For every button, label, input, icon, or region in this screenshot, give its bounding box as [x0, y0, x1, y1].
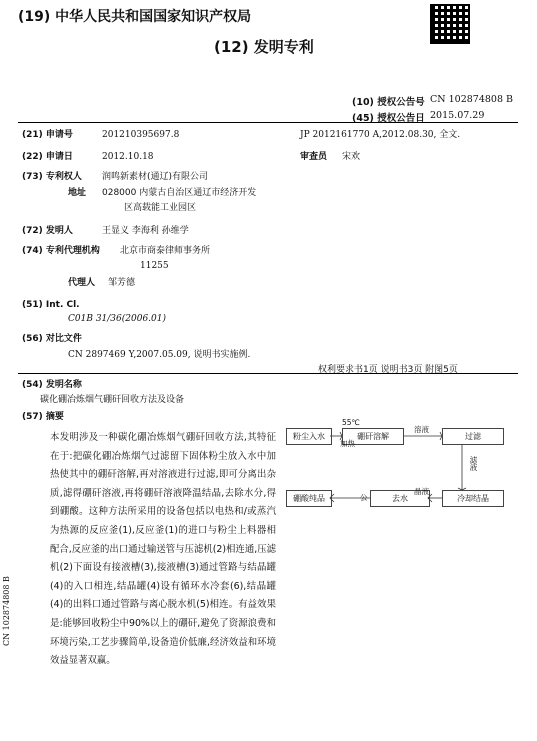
agent-label: 代理人 [68, 278, 96, 288]
app-no-label: (21) 申请号 [22, 130, 73, 140]
box-dissolve: 硼矸溶解 [342, 428, 404, 445]
app-no: 201210395697.8 [102, 130, 180, 140]
intcl-value: C01B 31/36(2006.01) [68, 314, 166, 324]
label-heat: 加热 [340, 439, 355, 448]
invention-title: 碳化硼冶炼烟气硼矸回收方法及设备 [40, 395, 185, 405]
page-counts: 权利要求书1页 说明书3页 附图5页 [318, 365, 458, 375]
header-rule [18, 122, 518, 123]
address-line-1: 028000 内蒙古自治区通辽市经济开发 [102, 188, 257, 198]
examiner-label: 审查员 [300, 152, 328, 162]
agency: 北京市商泰律师事务所 [120, 246, 211, 256]
pub-no: CN 102874808 B [430, 94, 513, 105]
box-product: 硼酸纯品 [286, 490, 332, 507]
references-label: (56) 对比文件 [22, 334, 82, 344]
title-label: (54) 发明名称 [22, 380, 82, 390]
box-filter: 过滤 [442, 428, 504, 445]
box-cool: 冷却结晶 [442, 490, 504, 507]
authority-name: (19) 中华人民共和国国家知识产权局 [18, 9, 252, 25]
pub-no-label: (10) 授权公告号 [352, 97, 425, 108]
intcl-label: (51) Int. Cl. [22, 300, 80, 310]
patentee-label: (73) 专利权人 [22, 172, 82, 182]
patentee: 润鸣新素材(通辽)有限公司 [102, 172, 209, 182]
pub-date: 2015.07.29 [430, 110, 485, 121]
abstract-text: 本发明涉及一种碳化硼冶炼烟气硼矸回收方法,其特征在于:把碳化硼冶炼烟气过滤留下固体粉尘放入水中加热使其中的硼矸溶解,再对溶液进行过滤,即可分离出杂质,滤得硼矸溶液,再将硼矸溶液降温结晶,去除水分,得到硼酸。这种方法所采用的设备包括以电热和/或蒸汽为热源的反应釜(1),反应釜(1)的进口与粉尘上料器相配合,反应釜的出口通过输送管与压滤机(2)相连通,压滤机(2)下面设有接液槽(3),接液槽(3)通过管路与结晶罐(4)的入口相连,结晶罐(4)设有循环水冷套(6),结晶罐(4)的出料口通过管路与离心脱水机(5)相连。有益效果是:能够回收粉尘中90%以上的硼矸,避免了资源浪费和环境污染,工艺步骤简单,设备造价低廉,经济效益和环境效益显著双赢。 [50, 432, 276, 667]
qr-code-icon [430, 4, 470, 44]
abstract-label: (57) 摘要 [22, 412, 64, 422]
app-date: 2012.10.18 [102, 152, 154, 162]
reference-1: CN 2897469 Y,2007.05.09, 说明书实施例. [68, 350, 251, 360]
inventors-label: (72) 发明人 [22, 226, 73, 236]
address-line-2: 区高载能工业园区 [124, 203, 197, 213]
label-temp: 55℃ [342, 418, 360, 427]
reference-2: JP 2012161770 A,2012.08.30, 全文. [300, 130, 461, 140]
label-crystal: 晶液 [414, 487, 429, 496]
label-solution: 溶液 [414, 425, 429, 434]
agent: 邹芳德 [108, 278, 136, 288]
app-date-label: (22) 申请日 [22, 152, 73, 162]
section-rule [18, 373, 518, 374]
label-dewater-mark: 公 [360, 493, 368, 502]
box-dewater: 去水 [370, 490, 430, 507]
side-publication-code: CN 102874808 B [2, 576, 11, 646]
agency-label: (74) 专利代理机构 [22, 246, 100, 256]
document-type: (12) 发明专利 [214, 38, 314, 56]
box-dust-water: 粉尘入水 [286, 428, 332, 445]
label-filtrate: 滤液 [469, 456, 478, 471]
address-label: 地址 [68, 188, 87, 198]
examiner: 宋欢 [342, 152, 361, 162]
pub-date-label: (45) 授权公告日 [352, 113, 425, 124]
agency-code: 11255 [140, 261, 169, 271]
inventors: 王显义 李海利 孙维学 [102, 226, 189, 236]
